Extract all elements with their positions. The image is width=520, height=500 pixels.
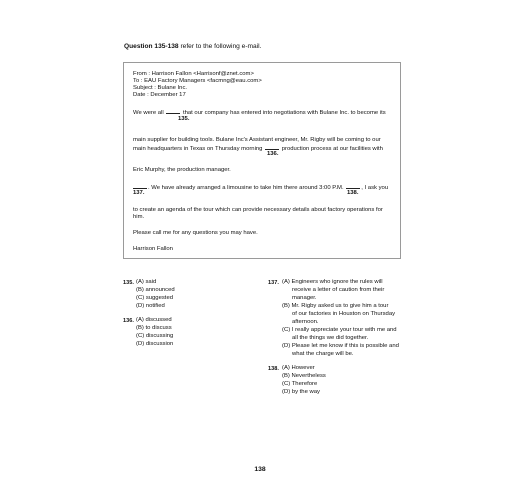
- email-paragraph-4: . We have already arranged a limousine to take him there around 3:00 P.M. , I ask you: [133, 183, 388, 192]
- email-paragraph-5-line-2: him.: [133, 214, 145, 220]
- email-paragraph-2-line-1: main supplier for building tools. Bulane Inc's Assistant engineer, Mr. Rigby will be coming to our: [133, 137, 381, 143]
- question-137-number: 137.: [268, 280, 279, 286]
- question-137-option-b-line-2: of our factories in Houston on Thursday: [292, 311, 396, 317]
- question-137-option-b-line-3: afternoon.: [292, 319, 319, 325]
- question-137-option-b[interactable]: (B) Mr. Rigby asked us to give him a tour: [282, 303, 389, 309]
- email-to: To : EAU Factory Managers <facmng@eau.com>: [133, 78, 262, 84]
- email-paragraph-1: We were all that our company has entered into negotiations with Bulane Inc. to become its: [133, 110, 386, 116]
- email-paragraph-2-line-2: main headquarters in Texas on Thursday morning production process at our facilities with: [133, 146, 383, 152]
- email-box: [123, 62, 401, 259]
- question-range-label: Question 135-138: [124, 43, 179, 50]
- question-135-option-d[interactable]: (D) notified: [136, 303, 165, 309]
- question-138-option-b[interactable]: (B) Nevertheless: [282, 373, 326, 379]
- email-from: From : Harrison Fallon <Harrisonf@znet.com>: [133, 71, 254, 77]
- question-135-number: 135.: [123, 280, 134, 286]
- question-137-option-c-line-2: all the things we did together.: [292, 335, 369, 341]
- email-date: Date : December 17: [133, 92, 186, 98]
- question-135-option-a[interactable]: (A) said: [136, 279, 157, 285]
- question-instruction: [124, 43, 261, 50]
- blank-136: [265, 144, 279, 150]
- question-137-option-c[interactable]: (C) I really appreciate your tour with me and: [282, 327, 397, 333]
- blank-137: [133, 183, 147, 189]
- question-136-option-d[interactable]: (D) discussion: [136, 341, 174, 347]
- question-138-number: 138.: [268, 366, 279, 372]
- blank-138: [346, 183, 360, 189]
- instruction-text: refer to the following e-mail.: [180, 43, 262, 50]
- question-138-option-a[interactable]: (A) However: [282, 365, 315, 371]
- blank-label-138: 138.: [347, 190, 359, 196]
- email-subject: Subject : Bulane Inc.: [133, 85, 188, 91]
- blank-label-137: 137.: [133, 190, 145, 196]
- question-136-option-a[interactable]: (A) discussed: [136, 317, 172, 323]
- blank-label-135: 135.: [178, 116, 190, 122]
- question-136-option-b[interactable]: (B) to discuss: [136, 325, 172, 331]
- question-138-option-c[interactable]: (C) Therefore: [282, 381, 318, 387]
- blank-label-136: 136.: [267, 151, 279, 157]
- question-137-option-d-line-2: what the charge will be.: [292, 351, 354, 357]
- page-number: 138: [254, 466, 266, 473]
- email-paragraph-5-line-1: to create an agenda of the tour which can provide necessary details about factory operations for: [133, 207, 383, 213]
- question-136-option-c[interactable]: (C) discussing: [136, 333, 174, 339]
- question-137-option-a-line-2: receive a letter of caution from their: [292, 287, 385, 293]
- question-137-option-a[interactable]: (A) Engineers who ignore the rules will: [282, 279, 383, 285]
- question-137-option-d[interactable]: (D) Please let me know if this is possible and: [282, 343, 399, 349]
- question-136-number: 136.: [123, 318, 134, 324]
- blank-135: [166, 108, 180, 114]
- email-signature: Harrison Fallon: [133, 246, 173, 252]
- email-paragraph-6: Please call me for any questions you may have.: [133, 230, 258, 236]
- question-135-option-c[interactable]: (C) suggested: [136, 295, 173, 301]
- question-138-option-d[interactable]: (D) by the way: [282, 389, 320, 395]
- email-paragraph-3: Eric Murphy, the production manager.: [133, 167, 231, 173]
- question-135-option-b[interactable]: (B) announced: [136, 287, 175, 293]
- question-137-option-a-line-3: manager.: [292, 295, 317, 301]
